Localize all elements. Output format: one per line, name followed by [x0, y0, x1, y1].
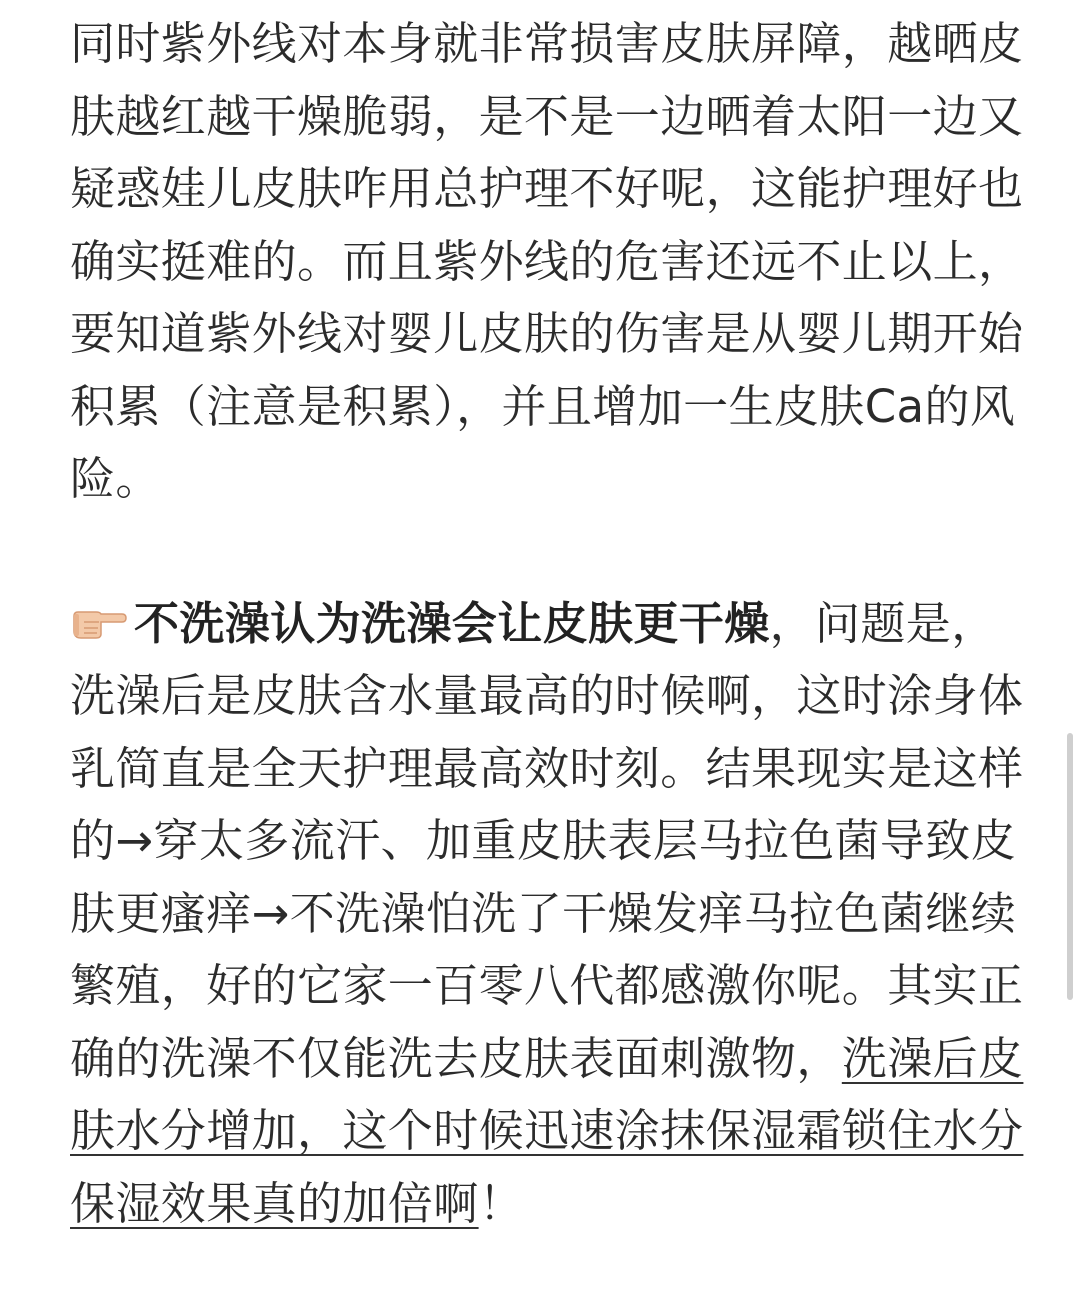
bathing-underlined-text: 洗澡后皮肤水分增加，这个时候迅速涂抹保湿霜锁住水分保湿效果真的加倍啊	[70, 1031, 1024, 1230]
bathing-ending: ！	[478, 1176, 525, 1230]
article-body	[70, 8, 1030, 1240]
paragraph-uv-text: 同时紫外线对本身就非常损害皮肤屏障，越晒皮肤越红越干燥脆弱，是不是一边晒着太阳一边又疑惑娃儿皮肤咋用总护理不好呢，这能护理好也确实挺难的。而且紫外线的危害还远不止以上，要知道紫外线对婴儿皮肤的伤害是从婴儿期开始积累（注意是积累），并且增加一生皮肤Ca的风险。	[70, 17, 1024, 505]
bathing-body-text: ，问题是，洗澡后是皮肤含水量最高的时候啊，这时涂身体乳简直是全天护理最高效时刻。结果现实是这样的→穿太多流汗、加重皮肤表层马拉色菌导致皮肤更瘙痒→不洗澡怕洗了干燥发痒马拉色菌继续繁殖，好的它家一百零八代都感激你呢。其实正确的洗澡不仅能洗去皮肤表面刺激物，	[70, 596, 1024, 1085]
paragraph-uv-damage	[70, 8, 1030, 516]
paragraph-spacer	[70, 516, 1030, 588]
paragraph-bathing	[70, 588, 1030, 1241]
pointing-hand-icon	[70, 607, 128, 641]
vertical-scrollbar[interactable]	[1067, 733, 1073, 1000]
bathing-lead-bold: 不洗澡认为洗澡会让皮肤更干燥	[134, 596, 770, 650]
